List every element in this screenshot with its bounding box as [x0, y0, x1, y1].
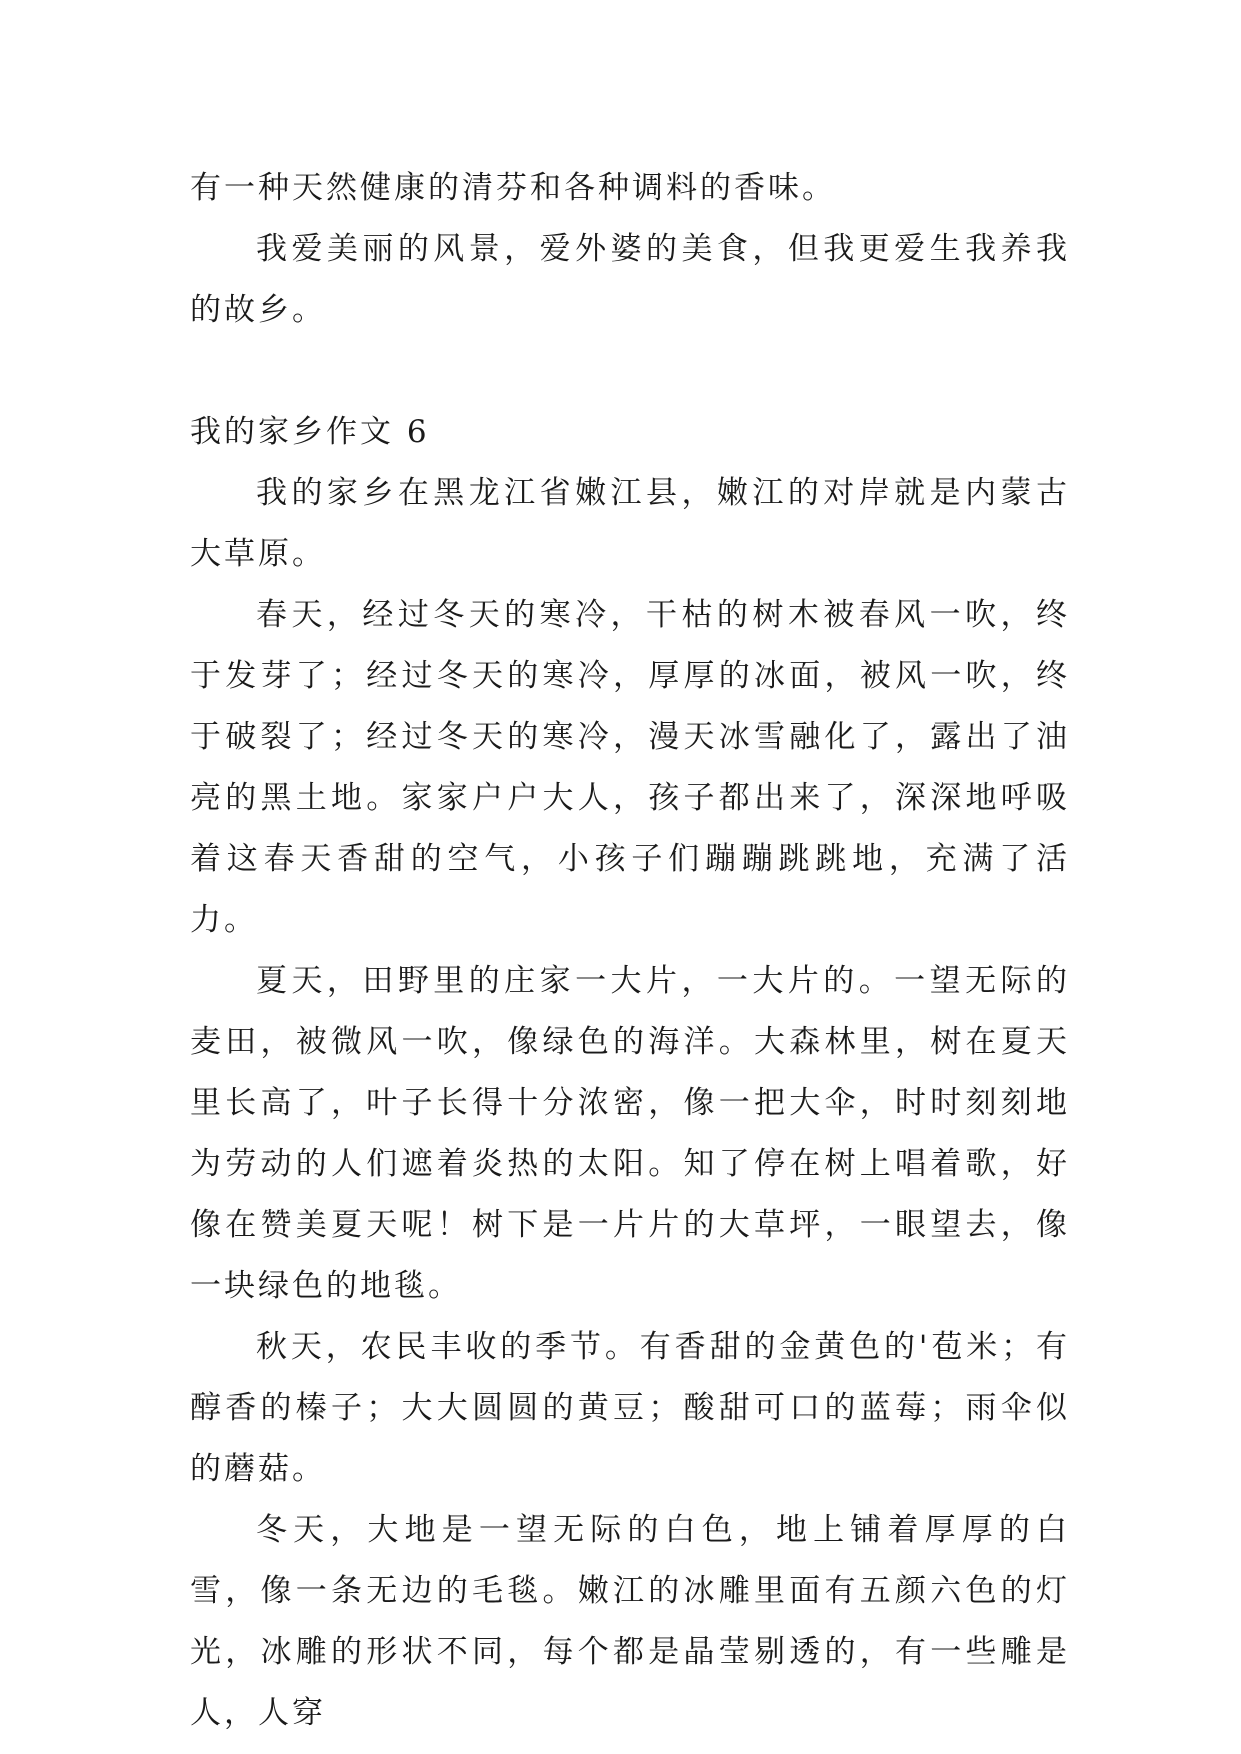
paragraph-winter: 冬天，大地是一望无际的白色，地上铺着厚厚的白雪，像一条无边的毛毯。嫩江的冰雕里面有五颜六色的灯光，冰雕的形状不同，每个都是晶莹剔透的，有一些雕是人，人穿: [190, 1512, 1070, 1731]
paragraph-intro: 我的家乡在黑龙江省嫩江县，嫩江的对岸就是内蒙古大草原。: [190, 475, 1070, 572]
paragraph-summer: 夏天，田野里的庄家一大片，一大片的。一望无际的麦田，被微风一吹，像绿色的海洋。大森林里，树在夏天里长高了，叶子长得十分浓密，像一把大伞，时时刻刻地为劳动的人们遮着炎热的太阳。知了停在树上唱着歌，好像在赞美夏天呢！树下是一片片的大草坪，一眼望去，像一块绿色的地毯。: [190, 963, 1070, 1304]
paragraph-autumn: 秋天，农民丰收的季节。有香甜的金黄色的'苞米；有醇香的榛子；大大圆圆的黄豆；酸甜可口的蓝莓；雨伞似的蘑菇。: [190, 1329, 1070, 1487]
document-body: [190, 158, 1070, 1744]
paragraph-closing: 我爱美丽的风景，爱外婆的美食，但我更爱生我养我的故乡。: [190, 231, 1070, 328]
paragraph-spring: 春天，经过冬天的寒冷，干枯的树木被春风一吹，终于发芽了；经过冬天的寒冷，厚厚的冰面，被风一吹，终于破裂了；经过冬天的寒冷，漫天冰雪融化了，露出了油亮的黑土地。家家户户大人，孩子都出来了，深深地呼吸着这春天香甜的空气，小孩子们蹦蹦跳跳地，充满了活力。: [190, 597, 1070, 938]
paragraph-continuation: 有一种天然健康的清芬和各种调料的香味。: [190, 170, 836, 206]
section-title: 我的家乡作文 6: [190, 414, 430, 450]
